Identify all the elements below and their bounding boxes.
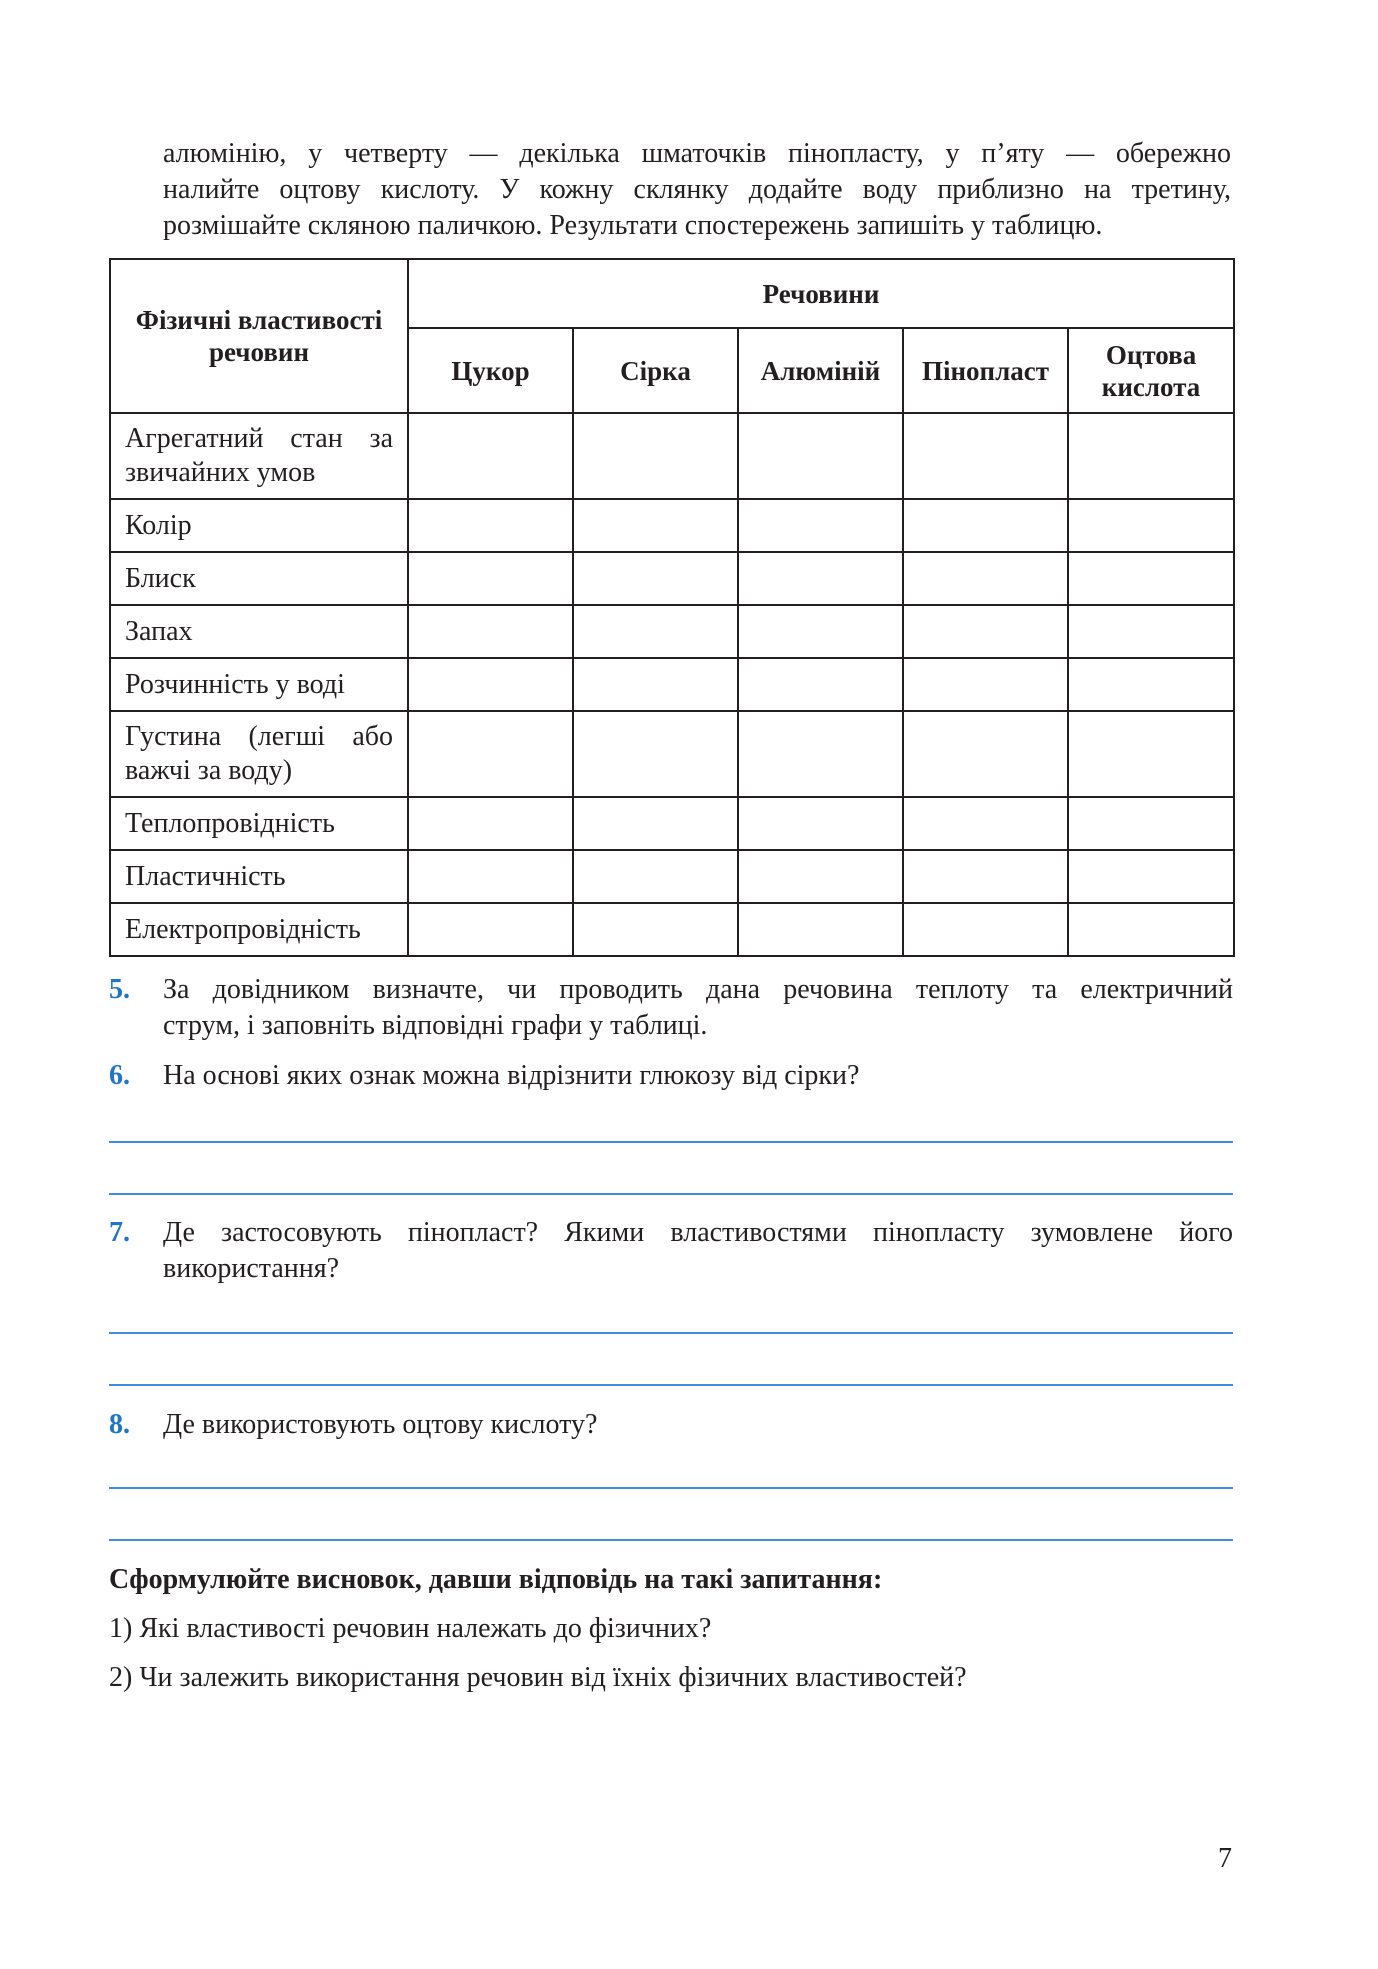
question-text: За довідником визначте, чи проводить дана речовина теплоту та електричний	[163, 974, 1233, 1005]
row-label: Теплопровідність	[110, 797, 408, 850]
question-number: 7.	[109, 1217, 130, 1248]
column-acetic-acid: Оцтова кислота	[1068, 328, 1234, 413]
answer-cell[interactable]	[738, 658, 903, 711]
conclusion-question-2: 2) Чи залежить використання речовин від їхніх фізичних властивостей?	[109, 1662, 967, 1693]
answer-cell[interactable]	[903, 797, 1068, 850]
question-text: Де використовують оцтову кислоту?	[163, 1409, 598, 1440]
answer-cell[interactable]	[1068, 658, 1234, 711]
row-label: Пластичність	[110, 850, 408, 903]
answer-cell[interactable]	[738, 552, 903, 605]
page-number: 7	[1218, 1843, 1232, 1874]
answer-cell[interactable]	[1068, 605, 1234, 658]
conclusion-question-1: 1) Які властивості речовин належать до фізичних?	[109, 1613, 712, 1644]
answer-line[interactable]	[109, 1539, 1233, 1541]
row-label: Агрегатний стан за звичайних умов	[110, 413, 408, 499]
answer-line[interactable]	[109, 1384, 1233, 1386]
table-row	[110, 658, 1234, 711]
question-number: 8.	[109, 1409, 130, 1440]
row-label: Електропровідність	[110, 903, 408, 956]
answer-cell[interactable]	[1068, 903, 1234, 956]
table-row	[110, 797, 1234, 850]
answer-cell[interactable]	[408, 903, 573, 956]
answer-cell[interactable]	[1068, 413, 1234, 499]
intro-line: алюмінію, у четверту — декілька шматочків пінопласту, у п’яту — обережно	[163, 138, 1231, 169]
answer-cell[interactable]	[408, 605, 573, 658]
row-label: Густина (легші або важчі за воду)	[110, 711, 408, 797]
answer-cell[interactable]	[903, 605, 1068, 658]
question-6	[109, 1058, 1233, 1094]
row-label: Запах	[110, 605, 408, 658]
row-label: Розчинність у воді	[110, 658, 408, 711]
answer-cell[interactable]	[903, 711, 1068, 797]
answer-line[interactable]	[109, 1487, 1233, 1489]
header-substances: Речовини	[408, 259, 1234, 328]
answer-cell[interactable]	[738, 797, 903, 850]
answer-cell[interactable]	[903, 903, 1068, 956]
row-label: Блиск	[110, 552, 408, 605]
answer-cell[interactable]	[408, 797, 573, 850]
intro-line: налийте оцтову кислоту. У кожну склянку додайте воду приблизно на третину,	[163, 174, 1231, 205]
answer-cell[interactable]	[1068, 850, 1234, 903]
column-aluminium: Алюміній	[738, 328, 903, 413]
table-row	[110, 850, 1234, 903]
answer-cell[interactable]	[573, 413, 738, 499]
question-7	[109, 1215, 1233, 1287]
answer-line[interactable]	[109, 1141, 1233, 1143]
table-row	[110, 552, 1234, 605]
answer-cell[interactable]	[1068, 552, 1234, 605]
answer-cell[interactable]	[738, 605, 903, 658]
intro-paragraph	[163, 136, 1231, 244]
column-sulfur: Сірка	[573, 328, 738, 413]
header-property: Фізичні властивості речовин	[110, 259, 408, 413]
answer-cell[interactable]	[738, 499, 903, 552]
question-text: Де застосовують пінопласт? Якими властивостями пінопласту зумовлене його	[163, 1217, 1233, 1248]
conclusion-heading: Сформулюйте висновок, давши відповідь на такі запитання:	[109, 1564, 883, 1595]
answer-cell[interactable]	[408, 552, 573, 605]
question-number: 5.	[109, 974, 130, 1005]
properties-table	[109, 258, 1235, 957]
answer-cell[interactable]	[738, 850, 903, 903]
answer-cell[interactable]	[903, 850, 1068, 903]
answer-cell[interactable]	[573, 605, 738, 658]
table-row	[110, 903, 1234, 956]
answer-cell[interactable]	[573, 797, 738, 850]
table-row	[110, 413, 1234, 499]
answer-cell[interactable]	[903, 499, 1068, 552]
answer-cell[interactable]	[738, 903, 903, 956]
table-row	[110, 499, 1234, 552]
answer-cell[interactable]	[903, 413, 1068, 499]
answer-cell[interactable]	[573, 850, 738, 903]
answer-cell[interactable]	[1068, 499, 1234, 552]
answer-line[interactable]	[109, 1332, 1233, 1334]
question-text: струм, і заповніть відповідні графи у таблиці.	[163, 1010, 708, 1041]
answer-cell[interactable]	[1068, 797, 1234, 850]
question-text: використання?	[163, 1253, 340, 1284]
question-number: 6.	[109, 1060, 130, 1091]
answer-cell[interactable]	[573, 711, 738, 797]
answer-cell[interactable]	[408, 499, 573, 552]
answer-cell[interactable]	[573, 552, 738, 605]
answer-cell[interactable]	[903, 552, 1068, 605]
question-5	[109, 972, 1233, 1044]
column-foam: Пінопласт	[903, 328, 1068, 413]
answer-cell[interactable]	[408, 413, 573, 499]
intro-line: розмішайте скляною паличкою. Результати спостережень запишіть у таблицю.	[163, 210, 1103, 241]
answer-cell[interactable]	[408, 850, 573, 903]
answer-cell[interactable]	[573, 903, 738, 956]
answer-cell[interactable]	[903, 658, 1068, 711]
answer-cell[interactable]	[573, 658, 738, 711]
answer-cell[interactable]	[408, 658, 573, 711]
answer-cell[interactable]	[408, 711, 573, 797]
answer-cell[interactable]	[738, 711, 903, 797]
question-text: На основі яких ознак можна відрізнити глюкозу від сірки?	[163, 1060, 860, 1091]
column-sugar: Цукор	[408, 328, 573, 413]
answer-cell[interactable]	[1068, 711, 1234, 797]
answer-line[interactable]	[109, 1193, 1233, 1195]
answer-cell[interactable]	[573, 499, 738, 552]
answer-cell[interactable]	[738, 413, 903, 499]
row-label: Колір	[110, 499, 408, 552]
table-row	[110, 605, 1234, 658]
question-8	[109, 1407, 1233, 1443]
table-row	[110, 711, 1234, 797]
